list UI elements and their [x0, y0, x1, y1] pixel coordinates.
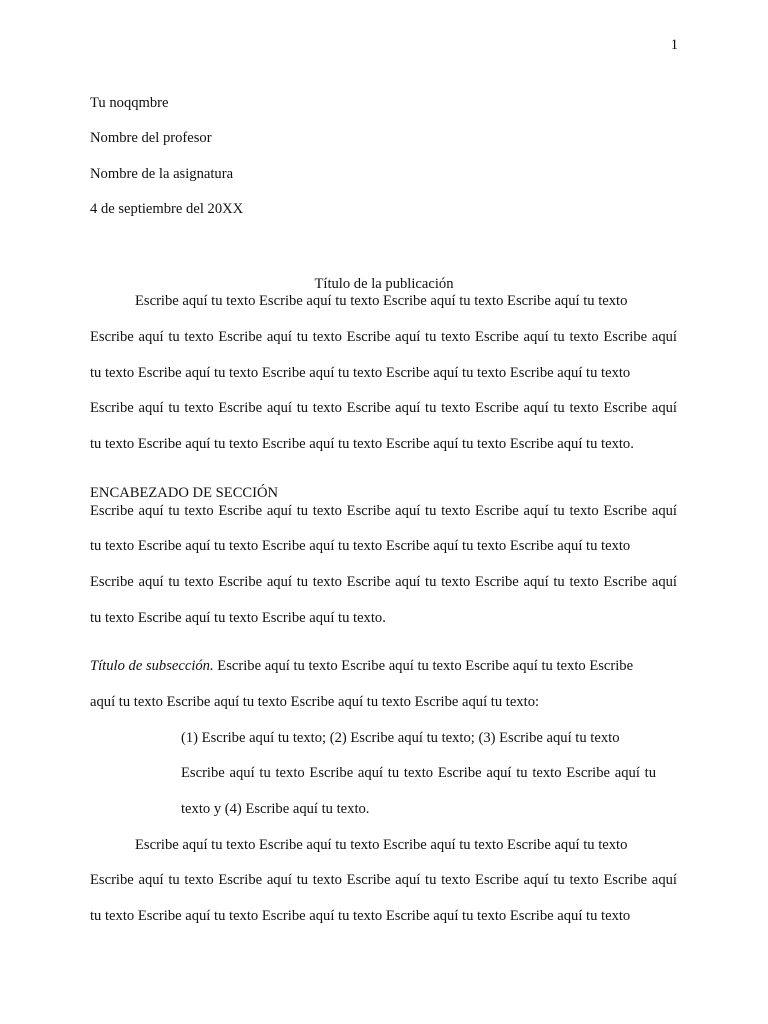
subsection-first-line [90, 657, 633, 675]
list-line: (1) Escribe aquí tu texto; (2) Escribe aquí tu texto; (3) Escribe aquí tu texto [181, 730, 620, 746]
paragraph-line: Escribe aquí tu texto Escribe aquí tu texto Escribe aquí tu texto Escribe aquí tu texto [135, 293, 628, 309]
professor-name: Nombre del profesor [90, 130, 212, 146]
subsection-text: Escribe aquí tu texto Escribe aquí tu texto Escribe aquí tu texto Escribe [213, 658, 634, 674]
paragraph-line: Escribe aquí tu texto Escribe aquí tu texto Escribe aquí tu texto Escribe aquí tu texto Escribe aquí [90, 329, 677, 345]
paragraph-line: Escribe aquí tu texto Escribe aquí tu texto Escribe aquí tu texto Escribe aquí tu texto Escribe aquí [90, 574, 677, 590]
paragraph-line: tu texto Escribe aquí tu texto Escribe aquí tu texto Escribe aquí tu texto Escribe aquí tu texto. [90, 436, 634, 452]
paper-title: Título de la publicación [314, 276, 454, 292]
paragraph-line: tu texto Escribe aquí tu texto Escribe aquí tu texto Escribe aquí tu texto Escribe aquí tu texto [90, 908, 631, 924]
paragraph-line: tu texto Escribe aquí tu texto Escribe aquí tu texto. [90, 610, 386, 626]
list-line: texto y (4) Escribe aquí tu texto. [181, 801, 370, 817]
section-heading: ENCABEZADO DE SECCIÓN [90, 485, 279, 501]
course-name: Nombre de la asignatura [90, 166, 234, 182]
document-date: 4 de septiembre del 20XX [90, 201, 244, 217]
list-line: Escribe aquí tu texto Escribe aquí tu texto Escribe aquí tu texto Escribe aquí tu [181, 765, 656, 781]
paragraph-line: Escribe aquí tu texto Escribe aquí tu texto Escribe aquí tu texto Escribe aquí tu texto Escribe aquí [90, 872, 677, 888]
paragraph-line: tu texto Escribe aquí tu texto Escribe aquí tu texto Escribe aquí tu texto Escribe aquí tu texto [90, 538, 631, 554]
page-number: 1 [670, 37, 678, 53]
author-name: Tu noqqmbre [90, 95, 169, 111]
paragraph-line: aquí tu texto Escribe aquí tu texto Escribe aquí tu texto Escribe aquí tu texto: [90, 694, 540, 710]
subsection-heading: Título de subsección. [90, 658, 214, 674]
paragraph-line: tu texto Escribe aquí tu texto Escribe aquí tu texto Escribe aquí tu texto Escribe aquí tu texto [90, 365, 631, 381]
paragraph-line: Escribe aquí tu texto Escribe aquí tu texto Escribe aquí tu texto Escribe aquí tu texto [135, 837, 628, 853]
paragraph-line: Escribe aquí tu texto Escribe aquí tu texto Escribe aquí tu texto Escribe aquí tu texto Escribe aquí [90, 503, 677, 519]
paragraph-line: Escribe aquí tu texto Escribe aquí tu texto Escribe aquí tu texto Escribe aquí tu texto Escribe aquí [90, 400, 677, 416]
